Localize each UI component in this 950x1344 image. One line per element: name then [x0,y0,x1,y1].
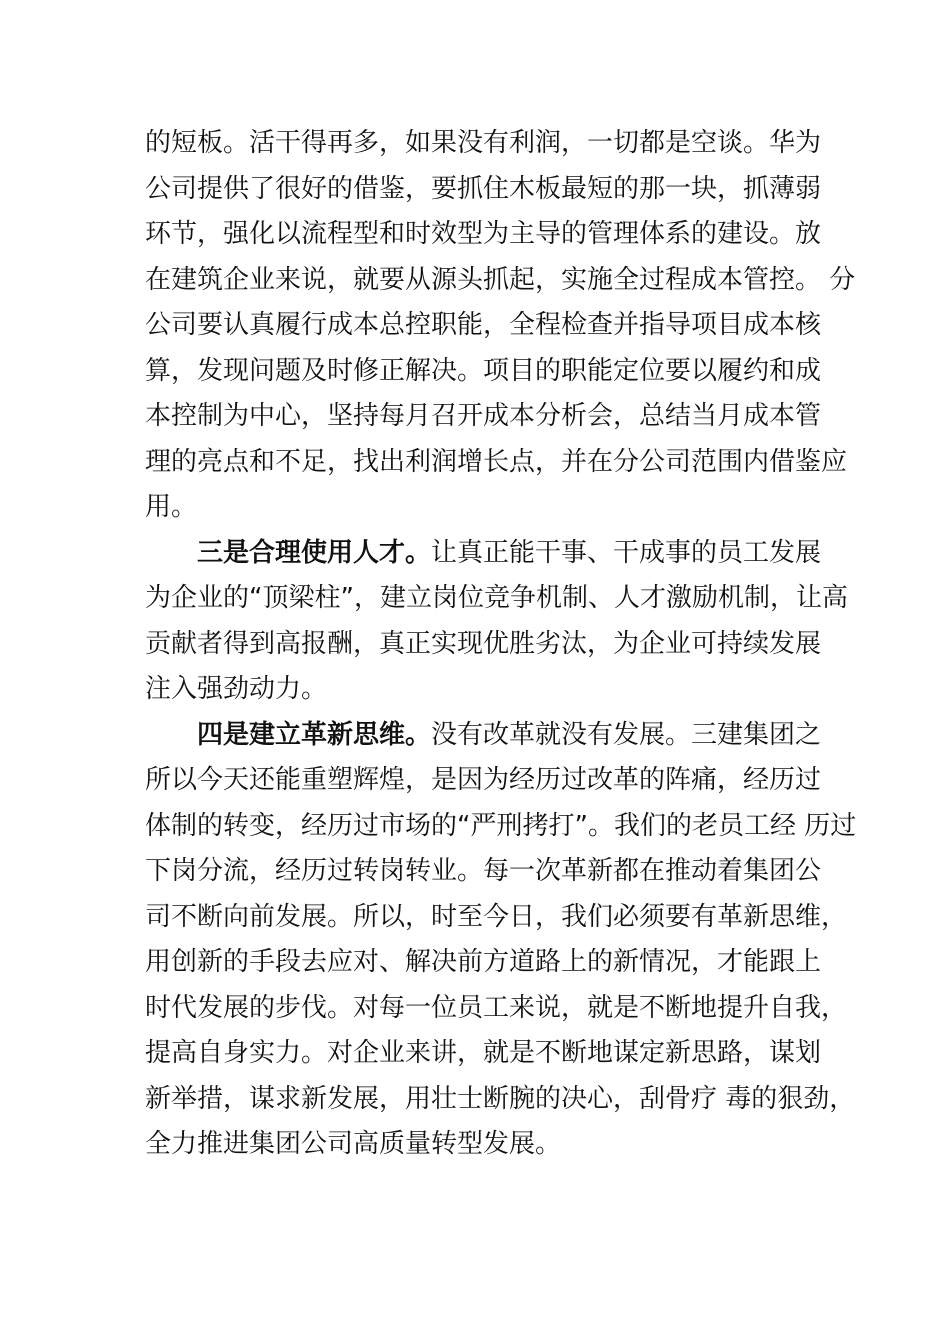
text-line: 贡献者得到高报酬，真正实现优胜劣汰，为企业可持续发展 [145,628,822,659]
text-line: 本控制为中心，坚持每月召开成本分析会，总结当月成本管 [145,401,822,431]
text-span: 没有改革就没有发展。三建集团之 [431,719,822,750]
text-line: 注入强劲动力。 [145,674,328,704]
text-line: 提高自身实力。对企业来讲，就是不断地谋定新思路，谋划 [145,1038,822,1068]
text-line: 在建筑企业来说，就要从源头抓起，实施全过程成本管控。 分 [145,264,856,295]
text-line: 全力推进集团公司高质量转型发展。 [145,1129,562,1159]
text-line [145,713,835,759]
text-line: 下岗分流，经历过转岗转业。每一次革新都在推动着集团公 [145,856,822,886]
paragraph-cost-control [145,121,856,531]
paragraph-innovation [145,713,857,1168]
text-span: 让真正能干事、干成事的员工发展 [431,537,822,568]
text-line: 新举措，谋求新发展，用壮士断腕的决心，刮骨疗 毒的狠劲， [145,1083,856,1114]
text-line: 公司提供了很好的借鉴，要抓住木板最短的那一块，抓薄弱 [145,173,822,204]
text-line: 理的亮点和不足，找出利润增长点，并在分公司范围内借鉴应 [145,446,848,477]
text-line: 的短板。活干得再多，如果没有利润，一切都是空谈。华为 [145,128,822,158]
text-line [145,531,835,577]
text-line: 用。 [145,492,198,522]
text-line: 时代发展的步伐。对每一位员工来说，就是不断地提升自我， [145,992,848,1023]
document-body [145,121,857,1168]
paragraph-heading: 三是合理使用人才。 [197,537,432,568]
text-line: 所以今天还能重塑辉煌，是因为经历过改革的阵痛，经历过 [145,765,822,795]
text-line: 为企业的“顶梁柱”，建立岗位竞争机制、人才激励机制，让高 [145,583,848,613]
text-line: 环节，强化以流程型和时效型为主导的管理体系的建设。放 [145,219,822,249]
text-line: 公司要认真履行成本总控职能，全程检查并指导项目成本核 [145,310,822,340]
text-line: 算，发现问题及时修正解决。项目的职能定位要以履约和成 [145,355,822,386]
text-line: 司不断向前发展。所以，时至今日，我们必须要有革新思维， [145,901,848,932]
text-line: 用创新的手段去应对、解决前方道路上的新情况，才能跟上 [145,947,822,977]
paragraph-heading: 四是建立革新思维。 [197,719,432,750]
text-line: 体制的转变，经历过市场的“严刑拷打”。我们的老员工经 历过 [145,810,857,841]
paragraph-talent [145,531,848,713]
